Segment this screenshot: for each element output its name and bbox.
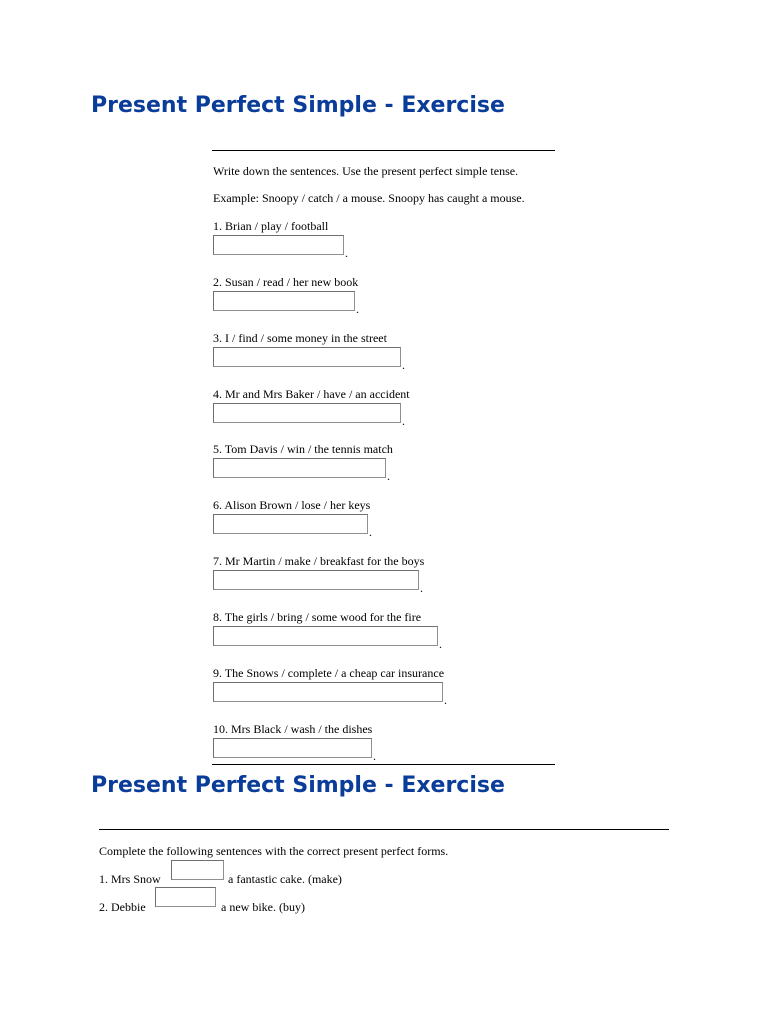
- instruction-text: Write down the sentences. Use the present perfect simple tense.: [213, 164, 519, 178]
- answer-input-1[interactable]: [213, 235, 344, 255]
- divider: [99, 829, 669, 830]
- question-prompt-1: 1. Brian / play / football: [213, 219, 329, 233]
- section-title: Present Perfect Simple - Exercise: [91, 773, 505, 798]
- answer-input-10[interactable]: [213, 738, 372, 758]
- answer-input-7[interactable]: [213, 570, 419, 590]
- sentence-suffix-2: a new bike. (buy): [221, 900, 305, 914]
- instruction-text: Complete the following sentences with the correct present perfect forms.: [99, 844, 449, 858]
- sentence-suffix-1: a fantastic cake. (make): [228, 872, 342, 886]
- punctuation: .: [373, 749, 376, 763]
- answer-input-6[interactable]: [213, 514, 368, 534]
- answer-input-9[interactable]: [213, 682, 443, 702]
- punctuation: .: [420, 581, 423, 595]
- punctuation: .: [369, 525, 372, 539]
- punctuation: .: [402, 358, 405, 372]
- punctuation: .: [439, 637, 442, 651]
- answer-input-8[interactable]: [213, 626, 438, 646]
- page-title: Present Perfect Simple - Exercise: [91, 93, 505, 118]
- answer-input-5[interactable]: [213, 458, 386, 478]
- sentence-prefix-2: 2. Debbie: [99, 900, 146, 914]
- answer-input-3[interactable]: [213, 347, 401, 367]
- answer-input-2[interactable]: [213, 291, 355, 311]
- punctuation: .: [387, 469, 390, 483]
- punctuation: .: [345, 246, 348, 260]
- question-prompt-9: 9. The Snows / complete / a cheap car insurance: [213, 666, 445, 680]
- sentence-prefix-1: 1. Mrs Snow: [99, 872, 161, 886]
- fill-in-input-1[interactable]: [171, 860, 224, 880]
- question-prompt-6: 6. Alison Brown / lose / her keys: [213, 498, 371, 512]
- question-prompt-4: 4. Mr and Mrs Baker / have / an accident: [213, 387, 410, 401]
- question-prompt-3: 3. I / find / some money in the street: [213, 331, 387, 345]
- question-prompt-5: 5. Tom Davis / win / the tennis match: [213, 442, 393, 456]
- punctuation: .: [402, 414, 405, 428]
- question-prompt-7: 7. Mr Martin / make / breakfast for the boys: [213, 554, 425, 568]
- question-prompt-8: 8. The girls / bring / some wood for the fire: [213, 610, 422, 624]
- example-text: Example: Snoopy / catch / a mouse. Snoopy has caught a mouse.: [213, 191, 525, 205]
- question-prompt-2: 2. Susan / read / her new book: [213, 275, 359, 289]
- punctuation: .: [444, 693, 447, 707]
- divider: [212, 764, 555, 765]
- punctuation: .: [356, 302, 359, 316]
- question-prompt-10: 10. Mrs Black / wash / the dishes: [213, 722, 373, 736]
- answer-input-4[interactable]: [213, 403, 401, 423]
- divider: [212, 150, 555, 151]
- fill-in-input-2[interactable]: [155, 887, 216, 907]
